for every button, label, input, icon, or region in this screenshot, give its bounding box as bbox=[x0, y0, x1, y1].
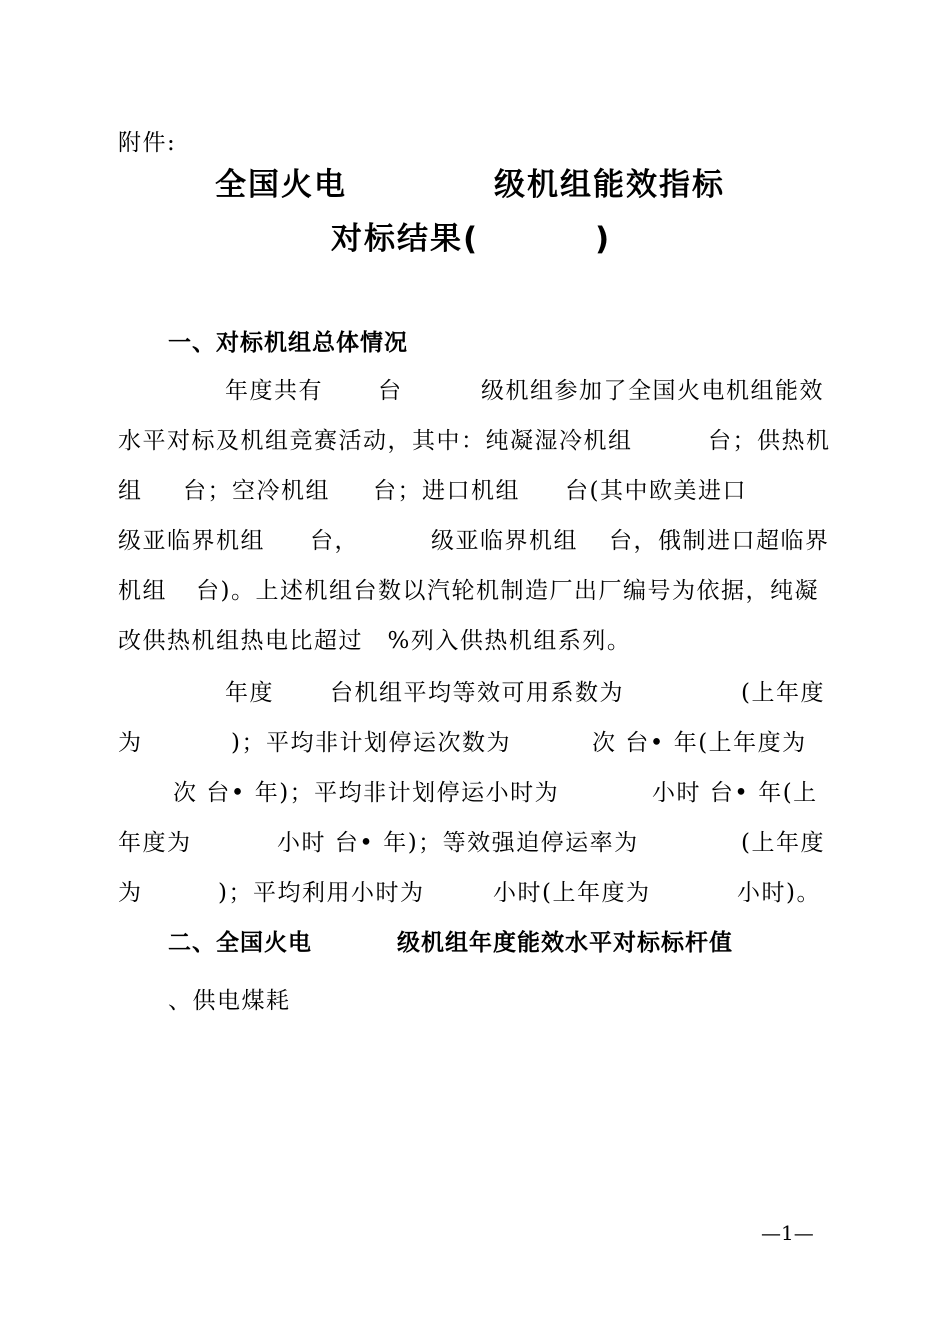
p1-l1-c: 级机组参加了全国火电机组能效 bbox=[481, 378, 824, 404]
p2-l4-a: 年度为 bbox=[118, 830, 192, 856]
section1-heading: 一、对标机组总体情况 bbox=[168, 330, 408, 356]
p2-l3-b: 小时 台• 年(上 bbox=[652, 780, 818, 806]
p2-l5-d: 小时)。 bbox=[737, 880, 821, 906]
section2-sub1: 、供电煤耗 bbox=[168, 988, 291, 1014]
p1-l3-b: 台；空冷机组 bbox=[183, 478, 330, 504]
p2-l3-a: 次 台• 年)；平均非计划停运小时为 bbox=[173, 780, 560, 806]
p1-l1-b: 台 bbox=[378, 378, 403, 404]
p2-l2-c: 次 台• 年(上年度为 bbox=[592, 730, 807, 756]
page-number: —1— bbox=[761, 1221, 814, 1245]
p1-l3-a: 组 bbox=[118, 478, 143, 504]
p1-l4-a: 级亚临界机组 bbox=[118, 528, 265, 554]
p2-l2-a: 为 bbox=[118, 730, 143, 756]
p1-l5-b: 台)。上述机组台数以汽轮机制造厂出厂编号为依据，纯凝 bbox=[196, 578, 819, 604]
p1-l3-c: 台；进口机组 bbox=[373, 478, 520, 504]
p2-l5-b: )；平均利用小时为 bbox=[218, 880, 425, 906]
title-line1-left: 全国火电 bbox=[215, 167, 347, 203]
title-line1-right: 级机组能效指标 bbox=[494, 167, 725, 203]
section2-heading-right: 级机组年度能效水平对标标杆值 bbox=[397, 930, 733, 956]
section2-heading-left: 二、全国火电 bbox=[168, 930, 312, 956]
p1-l4-d: 台，俄制进口超临界 bbox=[609, 528, 830, 554]
p1-l6: 改供热机组热电比超过 %列入供热机组系列。 bbox=[118, 628, 632, 654]
p1-l4-b: 台， bbox=[310, 528, 359, 554]
p2-l2-b: )；平均非计划停运次数为 bbox=[231, 730, 511, 756]
p1-l3-d: 台(其中欧美进口 bbox=[565, 478, 747, 504]
p2-l1-c: (上年度 bbox=[741, 680, 825, 706]
p1-l1-a: 年度共有 bbox=[225, 378, 323, 404]
p1-l5-a: 机组 bbox=[118, 578, 167, 604]
title-line2: 对标结果( bbox=[331, 221, 480, 257]
p2-l4-b: 小时 台• 年)；等效强迫停运率为 bbox=[277, 830, 639, 856]
p2-l1-b: 台机组平均等效可用系数为 bbox=[330, 680, 624, 706]
p1-l2-a: 水平对标及机组竞赛活动，其中：纯凝湿冷机组 bbox=[118, 428, 633, 454]
p2-l4-c: (上年度 bbox=[741, 830, 825, 856]
p2-l1-a: 年度 bbox=[225, 680, 274, 706]
p2-l5-a: 为 bbox=[118, 880, 143, 906]
attachment-label: 附件: bbox=[118, 130, 177, 156]
p1-l4-c: 级亚临界机组 bbox=[431, 528, 578, 554]
p2-l5-c: 小时(上年度为 bbox=[493, 880, 651, 906]
p1-l2-b: 台；供热机 bbox=[708, 428, 831, 454]
title-line2-close: ) bbox=[595, 221, 612, 257]
